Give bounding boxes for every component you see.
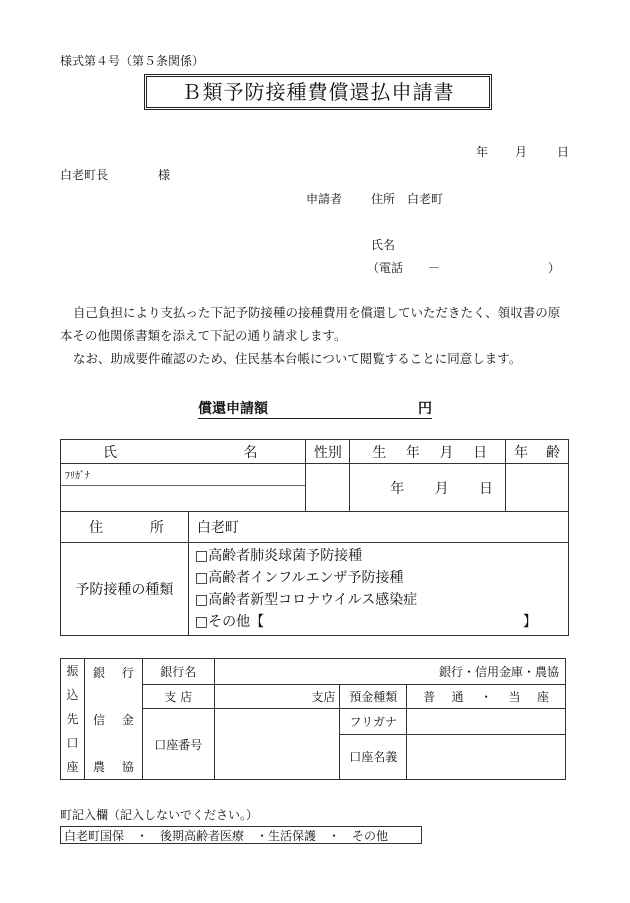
request-amount-line	[198, 398, 432, 419]
furigana-input[interactable]	[407, 709, 566, 735]
name-header	[61, 440, 306, 464]
body-paragraph-1: 自己負担により支払った下記予防接種の接種費用を償還していただきたく、領収書の原本その他関係書類を添えて下記の通り請求します。	[60, 305, 561, 343]
institution-a-1: 行	[121, 666, 134, 680]
applicant-phone-open: （電話	[367, 261, 404, 275]
branch-suffix[interactable]: 支店	[214, 685, 340, 709]
dob-day: 日	[479, 480, 494, 497]
account-number-label: 口座番号	[142, 709, 214, 780]
name-header-b: 名	[243, 444, 258, 461]
dob-year: 年	[390, 480, 405, 497]
institution-type	[84, 659, 142, 780]
age-header	[506, 440, 569, 464]
account-holder-label: 口座名義	[340, 734, 407, 780]
request-amount-label: 償還申請額	[198, 401, 268, 417]
dob-header-0: 生	[372, 444, 387, 461]
dob-month: 月	[434, 480, 449, 497]
vaccine-other-label: □その他【	[194, 614, 265, 630]
person-table	[60, 439, 569, 636]
address-label-cell	[61, 512, 189, 543]
address-label-a: 住	[89, 520, 103, 536]
date-month: 月	[515, 145, 528, 159]
request-amount-unit: 円	[418, 401, 432, 417]
form-number: 様式第４号（第５条関係）	[60, 54, 205, 68]
dob-input-cell[interactable]	[350, 464, 506, 512]
address-value[interactable]: 白老町	[188, 512, 568, 543]
deposit-types[interactable]	[407, 685, 566, 709]
applicant-label: 申請者	[306, 192, 343, 206]
applicant-address-label: 住所	[371, 192, 396, 206]
deposit-type-label: 預金種類	[340, 685, 407, 709]
dob-header-3: 日	[473, 444, 488, 461]
applicant-name-label: 氏名	[371, 238, 396, 252]
institution-a-0: 銀	[92, 666, 105, 680]
applicant-phone-close: ）	[548, 261, 561, 275]
institution-c-0: 農	[92, 760, 105, 774]
institution-c-1: 協	[121, 760, 134, 774]
deposit-type-3: 当	[508, 690, 521, 704]
vaccine-option-covid[interactable]: □高齢者新型コロナウイルス感染症	[194, 592, 418, 608]
vaccine-options	[188, 543, 568, 636]
dob-header-1: 年	[405, 444, 420, 461]
institution-b-1: 金	[121, 713, 134, 727]
branch-label: 支 店	[142, 685, 214, 709]
date-year: 年	[476, 145, 489, 159]
date-day: 日	[557, 145, 570, 159]
name-header-a: 氏	[103, 444, 117, 461]
bank-types[interactable]: 銀行・信用金庫・農協	[214, 659, 565, 685]
town-use-label: 町記入欄（記入しないでください。）	[60, 808, 259, 822]
applicant-phone-dash: －	[428, 261, 441, 275]
deposit-type-4: 座	[536, 690, 549, 704]
transfer-label-1: 込	[66, 688, 79, 702]
sex-header: 性別	[306, 440, 350, 464]
transfer-label-4: 座	[66, 760, 79, 774]
furigana-label-bank: フリガナ	[340, 709, 407, 735]
furigana-label: ﾌﾘｶﾞﾅ	[61, 464, 305, 486]
institution-b-0: 信	[92, 713, 105, 727]
age-input-cell[interactable]	[506, 464, 569, 512]
vaccine-other-close: 】	[522, 614, 537, 630]
deposit-type-0: 普	[423, 690, 436, 704]
address-label-b: 所	[149, 520, 164, 536]
age-header-a: 年	[514, 444, 529, 461]
name-input-cell[interactable]	[61, 464, 306, 512]
deposit-type-1: 通	[451, 690, 464, 704]
transfer-label-3: 口	[66, 736, 79, 750]
transfer-label-2: 先	[66, 712, 79, 726]
account-number-cell[interactable]	[214, 709, 340, 780]
town-use-options: 白老町国保 ・ 後期高齢者医療 ・生活保護 ・ その他	[60, 826, 422, 844]
vaccine-label: 予防接種の種類	[61, 543, 189, 636]
bank-name-label: 銀行名	[142, 659, 214, 685]
vaccine-option-pneumococcal[interactable]: □高齢者肺炎球菌予防接種	[194, 548, 363, 564]
bank-table	[60, 658, 566, 780]
dob-header-2: 月	[439, 444, 454, 461]
addressee-name: 白老町長	[60, 168, 109, 182]
form-title: Ｂ類予防接種費償還払申請書	[144, 74, 492, 110]
transfer-label	[61, 659, 85, 780]
sex-input-cell[interactable]	[306, 464, 350, 512]
vaccine-option-other[interactable]	[195, 611, 568, 633]
dob-header	[350, 440, 506, 464]
addressee-honorific: 様	[158, 168, 171, 182]
transfer-label-0: 振	[66, 664, 79, 678]
account-holder-input[interactable]	[407, 734, 566, 780]
vaccine-option-influenza[interactable]: □高齢者インフルエンザ予防接種	[194, 570, 404, 586]
body-paragraph-2: なお、助成要件確認のため、住民基本台帳について閲覧することに同意します。	[73, 351, 522, 366]
deposit-type-2: ・	[480, 690, 493, 704]
applicant-address-value: 白老町	[407, 192, 444, 206]
age-header-b: 齢	[546, 444, 560, 461]
